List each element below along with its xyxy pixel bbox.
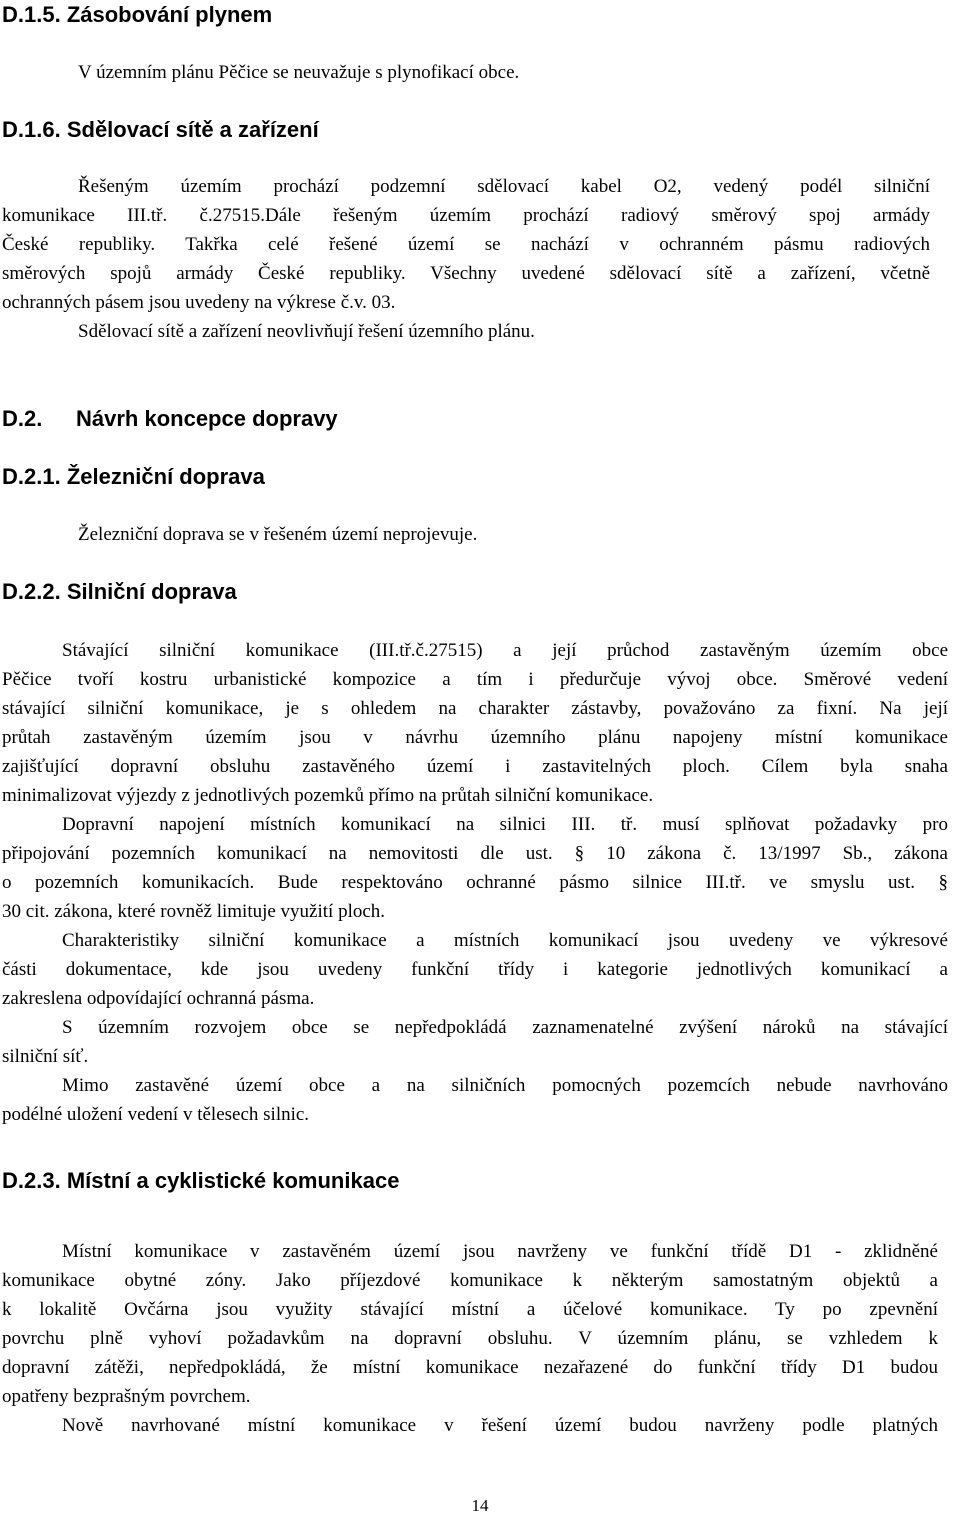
text-line: Železniční doprava se v řešeném území neprojevuje.	[78, 524, 478, 545]
text-line: Místní komunikace v zastavěném území jsou navrženy ve funkční třídě D1 - zklidněné	[62, 1241, 938, 1262]
text-line: k lokalitě Ovčárna jsou využity stávající místní a účelové komunikace. Ty po zpevnění	[2, 1299, 938, 1320]
text-line: podélné uložení vedení v tělesech silnic.	[2, 1104, 310, 1125]
text-line: Stávající silniční komunikace (III.tř.č.27515) a její průchod zastavěným územím obce	[62, 640, 948, 661]
heading-number: D.2.1.	[2, 464, 61, 489]
heading-d-1-5	[2, 2, 272, 28]
text-line: stávající silniční komunikace, je s ohledem na charakter zástavby, považováno za fixní. Na její	[2, 698, 948, 719]
heading-d-2	[2, 406, 338, 432]
heading-number: D.1.6.	[2, 117, 61, 142]
text-line: 30 cit. zákona, které rovněž limituje využití ploch.	[2, 901, 386, 922]
heading-number: D.2.	[2, 406, 43, 431]
text-line: Nově navrhované místní komunikace v řešení území budou navrženy podle platných	[62, 1415, 938, 1436]
paragraph-road	[2, 636, 948, 1129]
heading-d-2-3	[2, 1168, 399, 1194]
heading-title: Silniční doprava	[66, 579, 237, 604]
paragraph-local-roads	[2, 1237, 938, 1440]
heading-title: Sdělovací sítě a zařízení	[66, 117, 319, 142]
text-line: Sdělovací sítě a zařízení neovlivňují řešení územního plánu.	[78, 321, 535, 342]
text-line: Mimo zastavěné území obce a na silničních pomocných pozemcích nebude navrhováno	[62, 1075, 948, 1096]
heading-number: D.2.2.	[2, 579, 61, 604]
text-line: povrchu plně vyhoví požadavkům na dopravní obsluhu. V územním plánu, se vzhledem k	[2, 1328, 938, 1349]
text-line: silniční síť.	[2, 1046, 89, 1067]
text-line: Řešeným územím prochází podzemní sdělovací kabel O2, vedený podél silniční	[78, 176, 930, 197]
paragraph-gas	[78, 58, 519, 87]
text-line: komunikace III.tř. č.27515.Dále řešeným územím prochází radiový směrový spoj armády	[2, 205, 930, 226]
text-line: komunikace obytné zóny. Jako příjezdové komunikace k některým samostatným objektů a	[2, 1270, 938, 1291]
heading-title: Místní a cyklistické komunikace	[66, 1168, 400, 1193]
heading-number: D.1.5.	[2, 2, 61, 27]
paragraph-telecom	[2, 172, 930, 346]
text-line: V územním plánu Pěčice se neuvažuje s plynofikací obce.	[78, 62, 520, 83]
heading-title: Zásobování plynem	[66, 2, 273, 27]
heading-title: Návrh koncepce dopravy	[76, 406, 338, 431]
heading-number: D.2.3.	[2, 1168, 61, 1193]
text-line: zakreslena odpovídající ochranná pásma.	[2, 988, 315, 1009]
text-line: části dokumentace, kde jsou uvedeny funkční třídy i kategorie jednotlivých komunikací a	[2, 959, 948, 980]
text-line: průtah zastavěným územím jsou v návrhu územního plánu napojeny místní komunikace	[2, 727, 948, 748]
text-line: Charakteristiky silniční komunikace a místních komunikací jsou uvedeny ve výkresové	[62, 930, 948, 951]
text-line: směrových spojů armády České republiky. Všechny uvedené sdělovací sítě a zařízení, včetně	[2, 263, 930, 284]
paragraph-rail	[78, 520, 477, 549]
heading-d-2-2	[2, 579, 237, 605]
text-line: Pěčice tvoří kostru urbanistické kompozice a tím i předurčuje vývoj obce. Směrové vedení	[2, 669, 948, 690]
text-line: dopravní zátěži, nepředpokládá, že místní komunikace nezařazené do funkční třídy D1 budou	[2, 1357, 938, 1378]
text-line: minimalizovat výjezdy z jednotlivých pozemků přímo na průtah silniční komunikace.	[2, 785, 654, 806]
text-line: ochranných pásem jsou uvedeny na výkrese č.v. 03.	[2, 292, 396, 313]
text-line: o pozemních komunikacích. Bude respektováno ochranné pásmo silnice III.tř. ve smyslu ust. §	[2, 872, 948, 893]
text-line: Dopravní napojení místních komunikací na silnici III. tř. musí splňovat požadavky pro	[62, 814, 948, 835]
text-line: S územním rozvojem obce se nepředpokládá zaznamenatelné zvýšení nároků na stávající	[62, 1017, 948, 1038]
heading-d-1-6	[2, 117, 319, 143]
heading-d-2-1	[2, 464, 265, 490]
text-line: zajišťující dopravní obsluhu zastavěného území i zastavitelných ploch. Cílem byla snaha	[2, 756, 948, 777]
heading-title: Železniční doprava	[66, 464, 265, 489]
text-line: připojování pozemních komunikací na nemovitosti dle ust. § 10 zákona č. 13/1997 Sb., zákona	[2, 843, 948, 864]
text-line: opatřeny bezprašným povrchem.	[2, 1386, 251, 1407]
page-number: 14	[471, 1496, 489, 1515]
text-line: České republiky. Takřka celé řešené území se nachází v ochranném pásmu radiových	[2, 234, 930, 255]
